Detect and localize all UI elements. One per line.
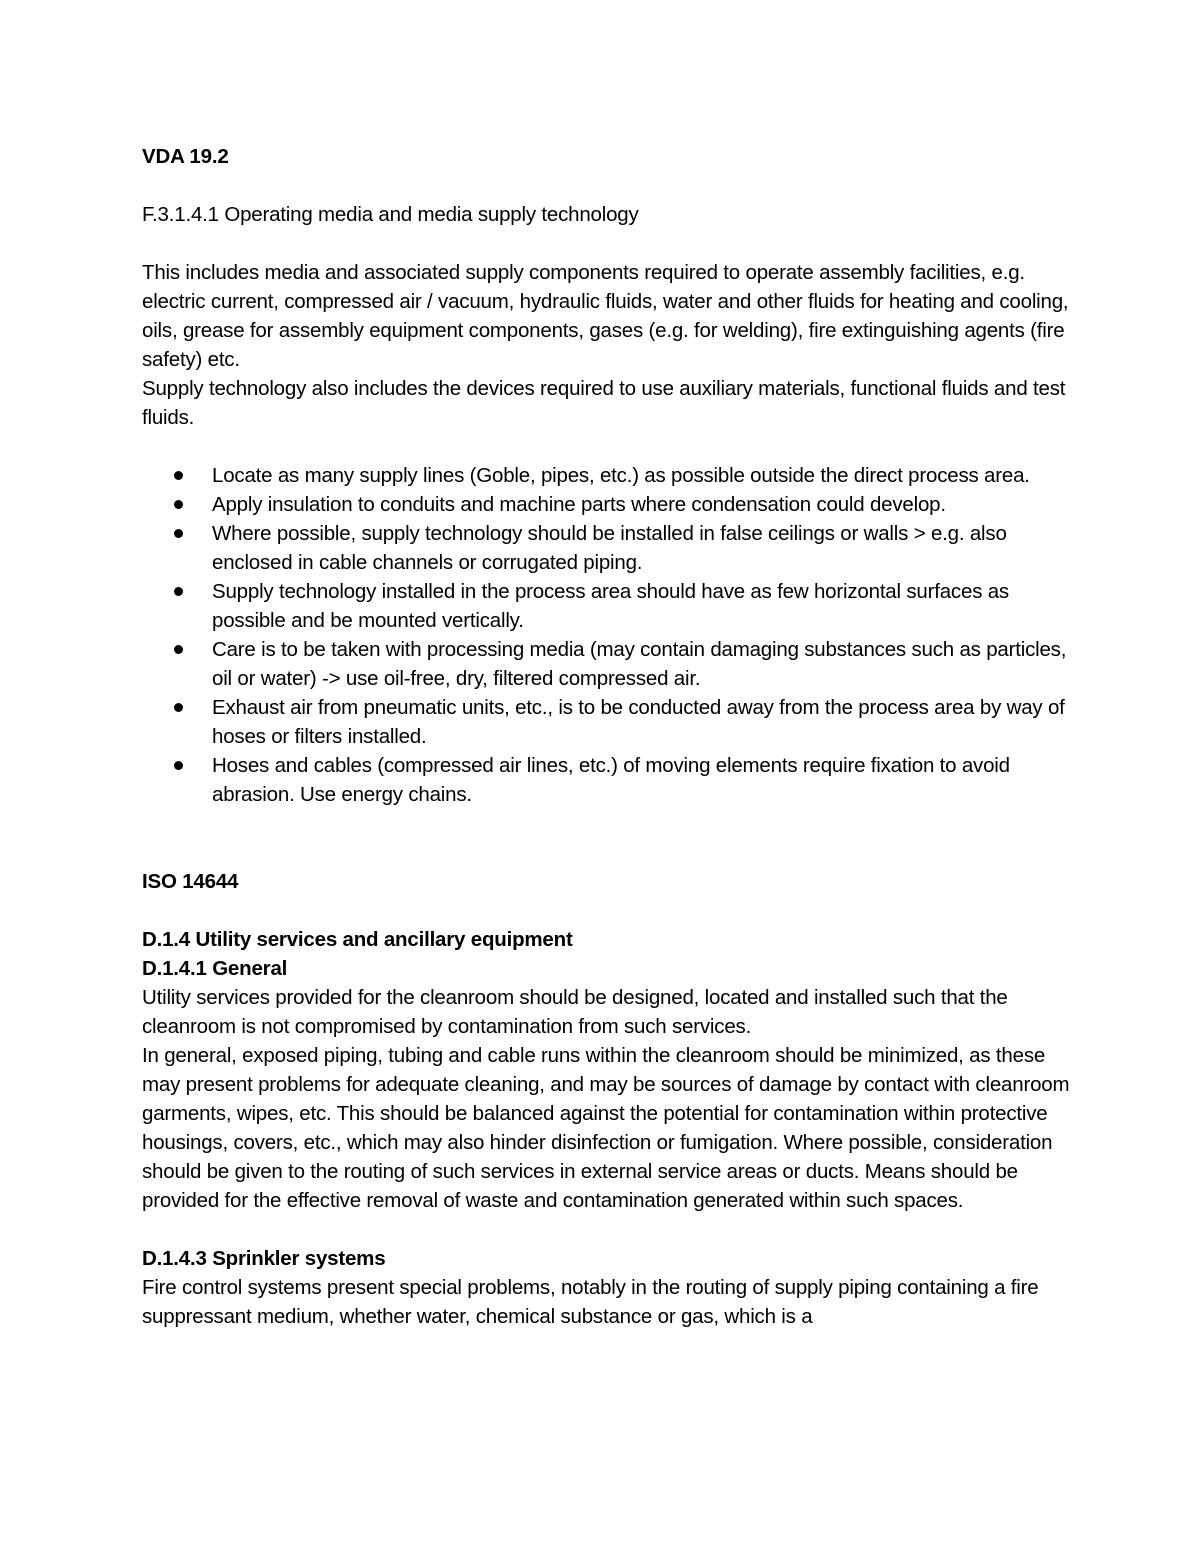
bullet-icon (174, 471, 183, 480)
iso-general-paragraph-1: Utility services provided for the cleanroom should be designed, located and installed such that the cleanroom is not compromised by contamination from such services. (142, 986, 1008, 1038)
bullet-icon (174, 703, 183, 712)
list-item-text: Supply technology installed in the process area should have as few horizontal surfaces as possible and be mounted vertically. (212, 580, 1009, 632)
iso-section-heading: D.1.4 Utility services and ancillary equipment (142, 928, 573, 951)
iso-sprinkler-paragraph: Fire control systems present special problems, notably in the routing of supply piping containing a fire suppressant medium, whether water, chemical substance or gas, which is a (142, 1276, 1039, 1328)
list-item-text: Where possible, supply technology should be installed in false ceilings or walls > e.g. also enclosed in cable channels or corrugated piping. (212, 522, 1007, 574)
vda-bullet-list (142, 461, 1072, 809)
list-item-text: Apply insulation to conduits and machine parts where condensation could develop. (212, 493, 946, 516)
bullet-icon (174, 500, 183, 509)
list-item (142, 577, 1072, 635)
list-item-text: Care is to be taken with processing media (may contain damaging substances such as particles, oil or water) -> use oil-free, dry, filtered compressed air. (212, 638, 1067, 690)
vda-intro-paragraph: This includes media and associated supply components required to operate assembly facilities, e.g. electric current, compressed air / vacuum, hydraulic fluids, water and other fluids for heating and cooling, oils, grease for assembly equipment components, gases (e.g. for welding), fire extinguishing agents (fire safety) etc. (142, 261, 1069, 371)
vda-supply-paragraph: Supply technology also includes the devices required to use auxiliary materials, functional fluids and test fluids. (142, 377, 1066, 429)
bullet-icon (174, 761, 183, 770)
vda-title: VDA 19.2 (142, 145, 229, 168)
list-item (142, 461, 1072, 490)
bullet-icon (174, 645, 183, 654)
iso-sprinkler-heading: D.1.4.3 Sprinkler systems (142, 1247, 386, 1270)
list-item-text: Hoses and cables (compressed air lines, etc.) of moving elements require fixation to avoid abrasion. Use energy chains. (212, 754, 1010, 806)
list-item (142, 635, 1072, 693)
bullet-icon (174, 529, 183, 538)
vda-section-heading: F.3.1.4.1 Operating media and media supply technology (142, 203, 639, 226)
iso-general-paragraph-2: In general, exposed piping, tubing and cable runs within the cleanroom should be minimized, as these may present problems for adequate cleaning, and may be sources of damage by contact with cleanroom garments, wipes, etc. This should be balanced against the potential for contamination within protective housings, covers, etc., which may also hinder disinfection or fumigation. Where possible, consideration should be given to the routing of such services in external service areas or ducts. Means should be provided for the effective removal of waste and contamination generated within such spaces. (142, 1044, 1070, 1212)
document-page (142, 142, 1072, 1331)
bullet-icon (174, 587, 183, 596)
list-item (142, 693, 1072, 751)
iso-title: ISO 14644 (142, 870, 239, 893)
list-item-text: Exhaust air from pneumatic units, etc., is to be conducted away from the process area by way of hoses or filters installed. (212, 696, 1065, 748)
list-item-text: Locate as many supply lines (Goble, pipes, etc.) as possible outside the direct process area. (212, 464, 1030, 487)
list-item (142, 490, 1072, 519)
list-item (142, 519, 1072, 577)
list-item (142, 751, 1072, 809)
iso-general-heading: D.1.4.1 General (142, 957, 288, 980)
